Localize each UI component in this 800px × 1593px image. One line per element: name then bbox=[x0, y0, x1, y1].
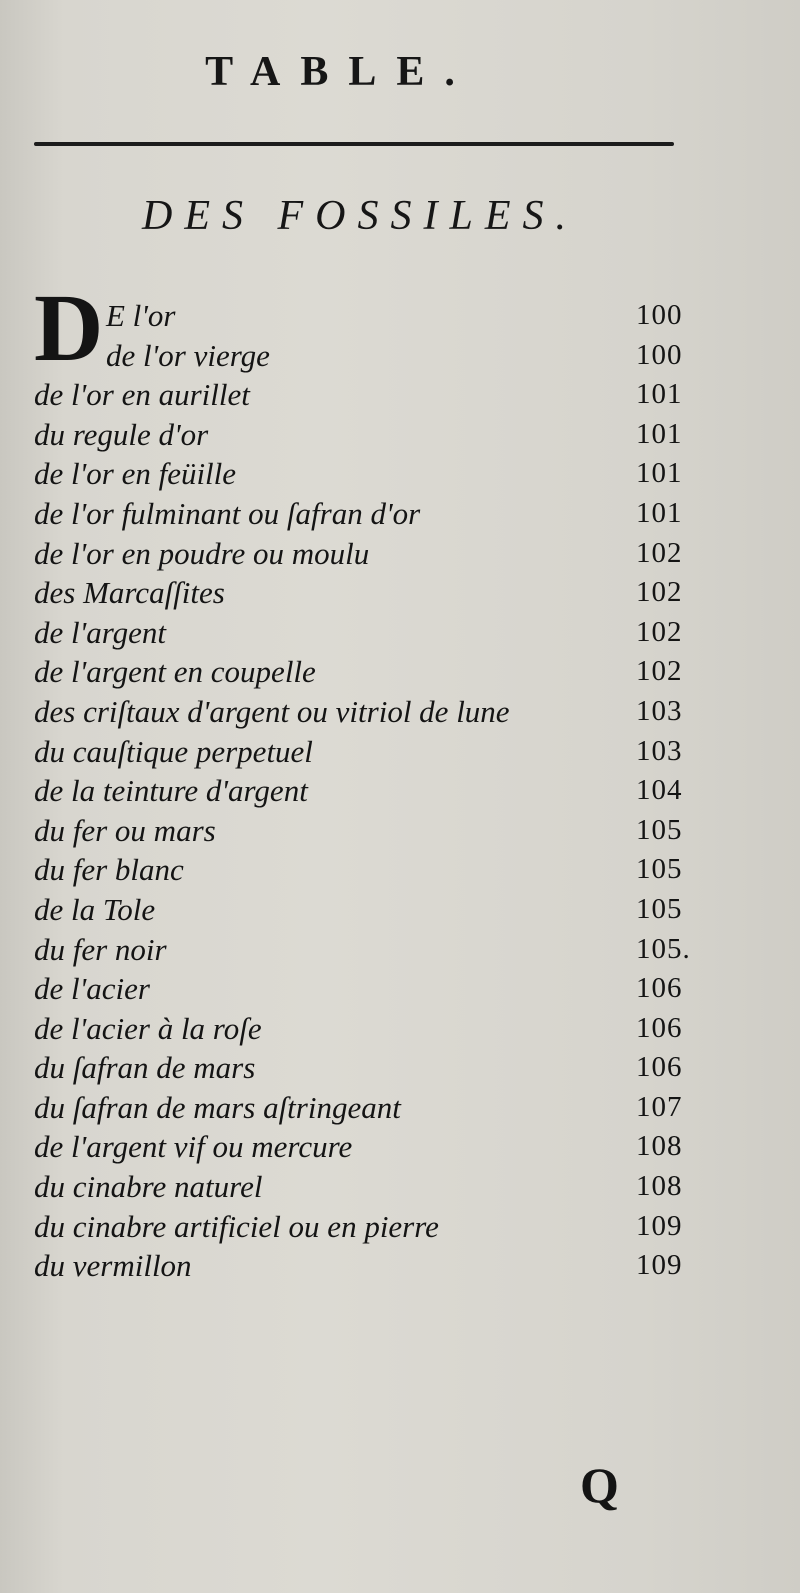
toc-entry-page: 105 bbox=[636, 892, 683, 925]
toc-entry bbox=[0, 969, 800, 1009]
toc-entry-page: 106 bbox=[636, 1011, 683, 1044]
toc-entry-text: du cinabre naturel bbox=[34, 1169, 263, 1205]
toc-entry-page: 102 bbox=[636, 655, 683, 688]
toc-entry bbox=[0, 296, 800, 336]
toc-entry bbox=[0, 771, 800, 811]
toc-entry bbox=[0, 692, 800, 732]
toc-entry bbox=[0, 811, 800, 851]
toc-entry-text: de l'argent bbox=[34, 614, 167, 650]
toc-entry bbox=[0, 1167, 800, 1207]
toc-entry bbox=[0, 375, 800, 415]
toc-entry bbox=[0, 930, 800, 970]
toc-entry-text: de l'acier à la roſe bbox=[34, 1010, 262, 1046]
toc-entry-text: E l'or bbox=[106, 298, 176, 333]
toc-entry bbox=[0, 415, 800, 455]
toc-entry-page: 103 bbox=[636, 694, 683, 727]
toc-entry-page: 108 bbox=[636, 1170, 683, 1203]
toc-entry bbox=[0, 1127, 800, 1167]
section-title: DES FOSSILES. bbox=[142, 193, 578, 239]
toc-entry-text: de l'argent vif ou mercure bbox=[34, 1129, 353, 1165]
toc-entry-page: 109 bbox=[636, 1249, 683, 1282]
table-of-contents-list bbox=[0, 296, 800, 1286]
running-head: TABLE. bbox=[205, 49, 475, 95]
toc-entry-page: 107 bbox=[636, 1090, 683, 1123]
toc-entry-text: du fer blanc bbox=[34, 852, 184, 888]
toc-entry-text: du ſafran de mars aſtringeant bbox=[34, 1089, 401, 1125]
toc-entry-text: de l'or en feüille bbox=[34, 456, 237, 492]
toc-entry-text: du fer noir bbox=[34, 931, 167, 967]
toc-entry-page: 101 bbox=[636, 417, 683, 450]
toc-entry-page: 106 bbox=[636, 972, 683, 1005]
toc-entry bbox=[0, 1009, 800, 1049]
toc-entry-page: 101 bbox=[636, 496, 683, 529]
toc-entry bbox=[0, 1246, 800, 1286]
toc-entry-page: 100 bbox=[636, 299, 683, 331]
toc-entry-page: 105 bbox=[636, 853, 683, 886]
toc-entry-page: 109 bbox=[636, 1209, 683, 1242]
signature-mark: Q bbox=[580, 1457, 619, 1513]
toc-entry-text: du cauſtique perpetuel bbox=[34, 733, 313, 769]
toc-entry-text: de l'argent en coupelle bbox=[34, 654, 316, 690]
toc-entry-page: 100 bbox=[636, 338, 683, 371]
toc-entry-text: de l'acier bbox=[34, 971, 150, 1007]
toc-entry-text: des criſtaux d'argent ou vitriol de lune bbox=[34, 693, 510, 729]
toc-entry-page: 105. bbox=[636, 932, 691, 965]
toc-entry-text: du vermillon bbox=[34, 1248, 192, 1284]
toc-entry bbox=[0, 652, 800, 692]
toc-entry-text: du fer ou mars bbox=[34, 812, 216, 848]
toc-entry-text: du regule d'or bbox=[34, 416, 209, 452]
toc-entry-page: 101 bbox=[636, 378, 683, 411]
toc-entry bbox=[0, 573, 800, 613]
toc-entry bbox=[0, 336, 800, 376]
toc-entry-text: du cinabre artificiel ou en pierre bbox=[34, 1208, 439, 1244]
toc-entry bbox=[0, 494, 800, 534]
toc-entry-text: de l'or vierge bbox=[106, 337, 270, 373]
toc-entry bbox=[0, 1207, 800, 1247]
toc-entry-page: 104 bbox=[636, 774, 683, 807]
toc-entry-page: 103 bbox=[636, 734, 683, 767]
toc-entry bbox=[0, 534, 800, 574]
toc-entry-text: de la teinture d'argent bbox=[34, 773, 308, 809]
toc-entry-text: de la Tole bbox=[34, 891, 156, 927]
toc-entry bbox=[0, 850, 800, 890]
toc-entry bbox=[0, 732, 800, 772]
toc-entry-page: 101 bbox=[636, 457, 683, 490]
toc-entry-page: 105 bbox=[636, 813, 683, 846]
toc-entry-page: 106 bbox=[636, 1051, 683, 1084]
toc-entry-text: de l'or en aurillet bbox=[34, 377, 250, 413]
toc-entry bbox=[0, 1088, 800, 1128]
toc-entry-text: de l'or fulminant ou ſafran d'or bbox=[34, 495, 421, 531]
toc-entry bbox=[0, 454, 800, 494]
drop-cap: D bbox=[34, 274, 104, 381]
toc-entry-text: des Marcaſſites bbox=[34, 575, 225, 611]
toc-entry-text: du ſafran de mars bbox=[34, 1050, 256, 1086]
toc-entry bbox=[0, 890, 800, 930]
toc-entry-page: 102 bbox=[636, 536, 683, 569]
toc-entry-page: 102 bbox=[636, 615, 683, 648]
toc-entry-page: 108 bbox=[636, 1130, 683, 1163]
toc-entry bbox=[0, 1048, 800, 1088]
toc-entry bbox=[0, 613, 800, 653]
header-rule bbox=[34, 142, 674, 146]
toc-entry-text: de l'or en poudre ou moulu bbox=[34, 535, 370, 571]
toc-entry-page: 102 bbox=[636, 576, 683, 609]
